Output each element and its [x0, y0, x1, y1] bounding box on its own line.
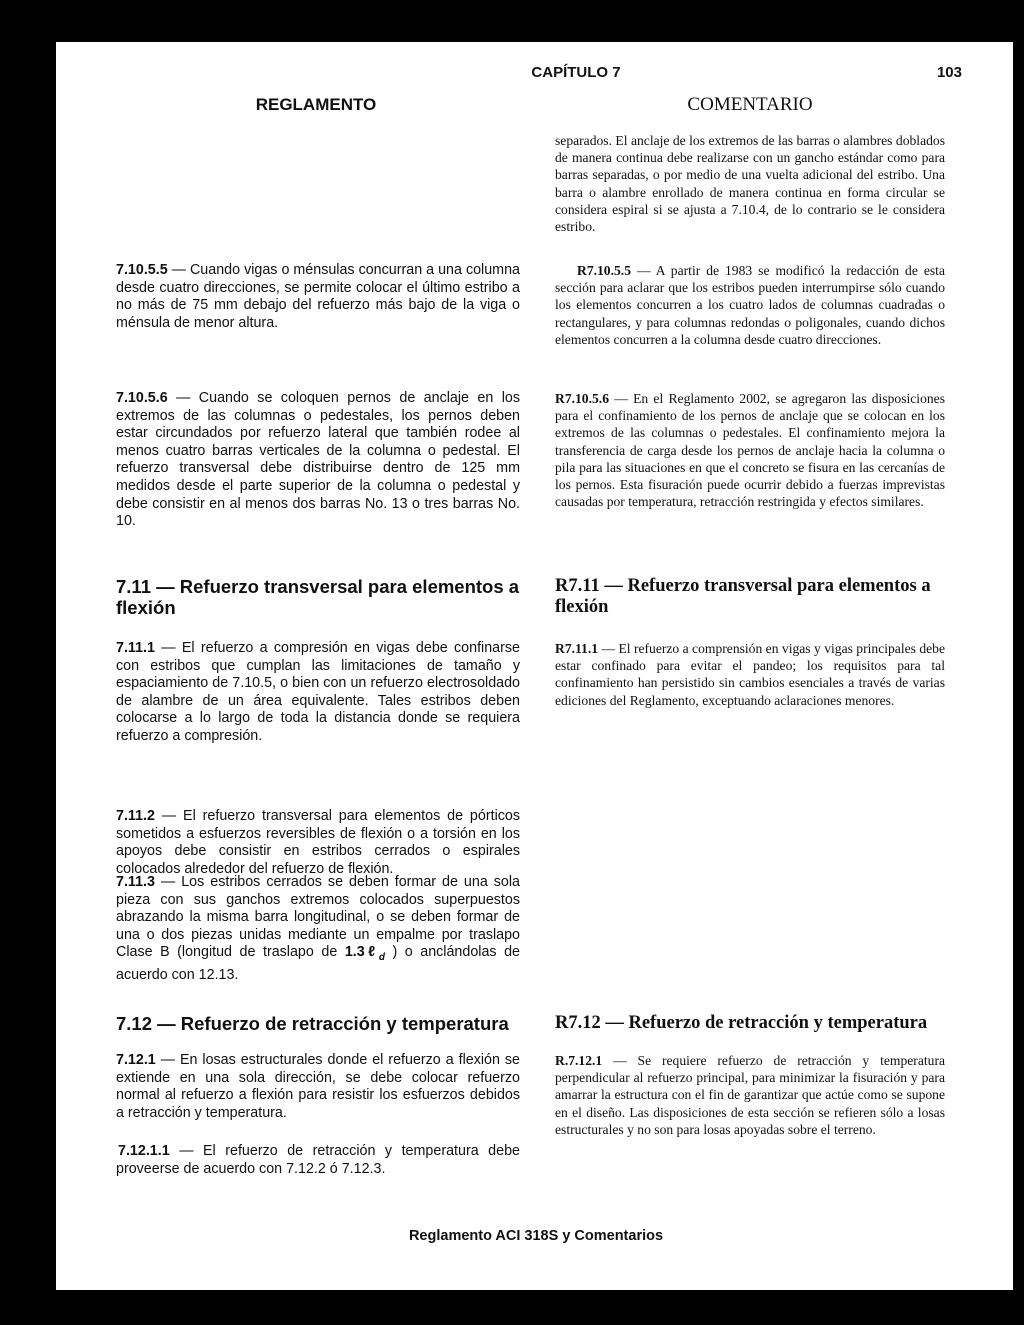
- section-text: — A partir de 1983 se modificó la redacción de esta sección para aclarar que los estribos pueden interrumpirse sólo cuando los elementos concurren a los cuatro lados de columnas cuadradas o rectangulares, y para columnas redondas o poligonales, cuando dichos elementos concurren a la columna desde cuatro direcciones.: [555, 263, 945, 347]
- commentary-continuation: separados. El anclaje de los extremos de las barras o alambres doblados de manera continua debe realizarse con un gancho estándar como para barras separadas, o por medio de una vuelta adicional del estribo. Una barra o alambre enrollado de manera continua en forma circular se considera espiral si se ajusta a 7.10.4, de lo contrario se le considera estribo.: [555, 133, 945, 235]
- section-text: — En losas estructurales donde el refuerzo a flexión se extiende en una sola dirección, se debe colocar refuerzo normal al refuerzo a flexión para resistir los esfuerzos debidos a retracción y temperatura.: [116, 1052, 520, 1121]
- section-text: — Cuando vigas o ménsulas concurran a una columna desde cuatro direcciones, se permite colocar el último estribo a no más de 75 mm debajo del refuerzo más bajo de la viga o ménsula de menor altura.: [116, 262, 520, 331]
- section-number: 7.10.5.5: [116, 262, 168, 278]
- section-number: R7.11.1: [555, 641, 599, 656]
- section-number: R7.10.5.6: [555, 391, 609, 406]
- heading-number: R7.11 —: [555, 576, 628, 596]
- commentary-heading-r7-12: R7.12 — Refuerzo de retracción y temperatura: [555, 1013, 928, 1033]
- section-7-10-5-5: [116, 262, 520, 332]
- page-footer: Reglamento ACI 318S y Comentarios: [408, 1228, 664, 1244]
- section-7-10-5-6: [116, 390, 520, 531]
- heading-title: Refuerzo transversal para elementos a flexión: [116, 576, 520, 618]
- page-number: 103: [936, 64, 962, 81]
- section-text: — El refuerzo transversal para elementos de pórticos sometidos a esfuerzos reversibles de flexión o a torsión en los apoyos debe consistir en estribos cerrados o espirales colocados alrededor del refuerzo de flexión.: [116, 808, 520, 877]
- section-7-11-2: [116, 808, 520, 878]
- section-number: R7.10.5.5: [577, 263, 631, 278]
- section-number: 7.11.2: [116, 808, 155, 824]
- commentary-r7-12-1: [555, 1052, 945, 1138]
- section-text: — Se requiere refuerzo de retracción y temperatura perpendicular al refuerzo principal, para minimizar la fisuración y para amarrar la estructura con el fin de garantizar que actúe como se supone en el diseño. Las disposiciones de esta sección se refieren sólo a losas estructurales y no son para losas apoyadas sobre el terreno.: [555, 1053, 945, 1137]
- section-number: R.7.12.1: [555, 1053, 603, 1068]
- formula-subscript: d: [378, 952, 385, 964]
- section-number: 7.10.5.6: [116, 390, 168, 406]
- section-text: — Cuando se coloquen pernos de anclaje en los extremos de las columnas o pedestales, los pernos deben estar circundados por refuerzo lateral que también rodee al menos cuatro barras verticales de la columna o pedestal. El refuerzo transversal debe distribuirse dentro de 125 mm medidos desde el parte superior de la columna o pedestal y debe consistir en al menos dos barras No. 13 o tres barras No. 10.: [116, 390, 520, 530]
- section-7-12-1-1: [116, 1143, 520, 1178]
- section-number: 7.12.1: [116, 1052, 156, 1068]
- section-7-12-1: [116, 1052, 520, 1122]
- commentary-r7-10-5-6: [555, 390, 945, 510]
- section-text: — El refuerzo a comprensión en vigas y vigas principales debe estar confinado para evitar el pandeo; los requisitos para tal confinamiento han persistido sin cambios esenciales a través de varias ediciones del Reglamento, exceptuando aclaraciones menores.: [555, 641, 945, 708]
- section-text: — El refuerzo de retracción y temperatura debe proveerse de acuerdo con 7.12.2 ó 7.12.3.: [116, 1143, 520, 1177]
- section-text: — El refuerzo a compresión en vigas debe confinarse con estribos que cumplan las limitaciones de tamaño y espaciamiento de 7.10.5, o bien con un refuerzo electrosoldado de alambre de un área equivalente. Tales estribos deben colocarse a lo largo de toda la distancia donde se requiera refuerzo a compresión.: [116, 640, 520, 744]
- heading-7-12: 7.12 — Refuerzo de retracción y temperatura: [116, 1013, 509, 1034]
- heading-title: Refuerzo transversal para elementos a flexión: [555, 576, 931, 617]
- document-page: [56, 42, 1013, 1290]
- commentary-r7-10-5-5: [555, 262, 945, 348]
- heading-number: 7.11 —: [116, 576, 180, 597]
- section-7-11-3: [116, 874, 520, 984]
- right-column-title: COMENTARIO: [687, 94, 813, 115]
- section-text: — Los estribos cerrados se deben formar de una sola pieza con sus ganchos extremos colocados superpuestos abrazando la misma barra longitudinal, o se deben formar de una o dos piezas unidas mediante un empalme por traslapo Clase B (longitud de traslapo de: [116, 874, 520, 961]
- section-text: ) o anclándolas de acuerdo con 12.13.: [116, 944, 521, 983]
- heading-7-11: [116, 576, 526, 618]
- formula: 1.3ℓ: [344, 944, 379, 961]
- commentary-r7-11-1: [555, 640, 945, 709]
- section-number: 7.11.1: [116, 640, 155, 656]
- chapter-title: CAPÍTULO 7: [531, 64, 621, 81]
- section-number: 7.12.1.1: [118, 1143, 170, 1159]
- section-number: 7.11.3: [116, 874, 155, 890]
- left-column-title: REGLAMENTO: [255, 95, 377, 114]
- commentary-heading-r7-11: [555, 576, 947, 618]
- section-7-11-1: [116, 640, 520, 746]
- section-text: — En el Reglamento 2002, se agregaron las disposiciones para el confinamiento de los pernos de anclaje que se colocan en los extremos de las columnas o pedestales. El confinamiento mejora la transferencia de carga desde los pernos de anclaje hacia la columna o pila para las situaciones en que el concreto se fisura en las cercanías de los pernos. Esta fisuración puede ocurrir debido a fuerzas imprevistas causadas por temperatura, retracción restringida y efectos similares.: [555, 391, 945, 510]
